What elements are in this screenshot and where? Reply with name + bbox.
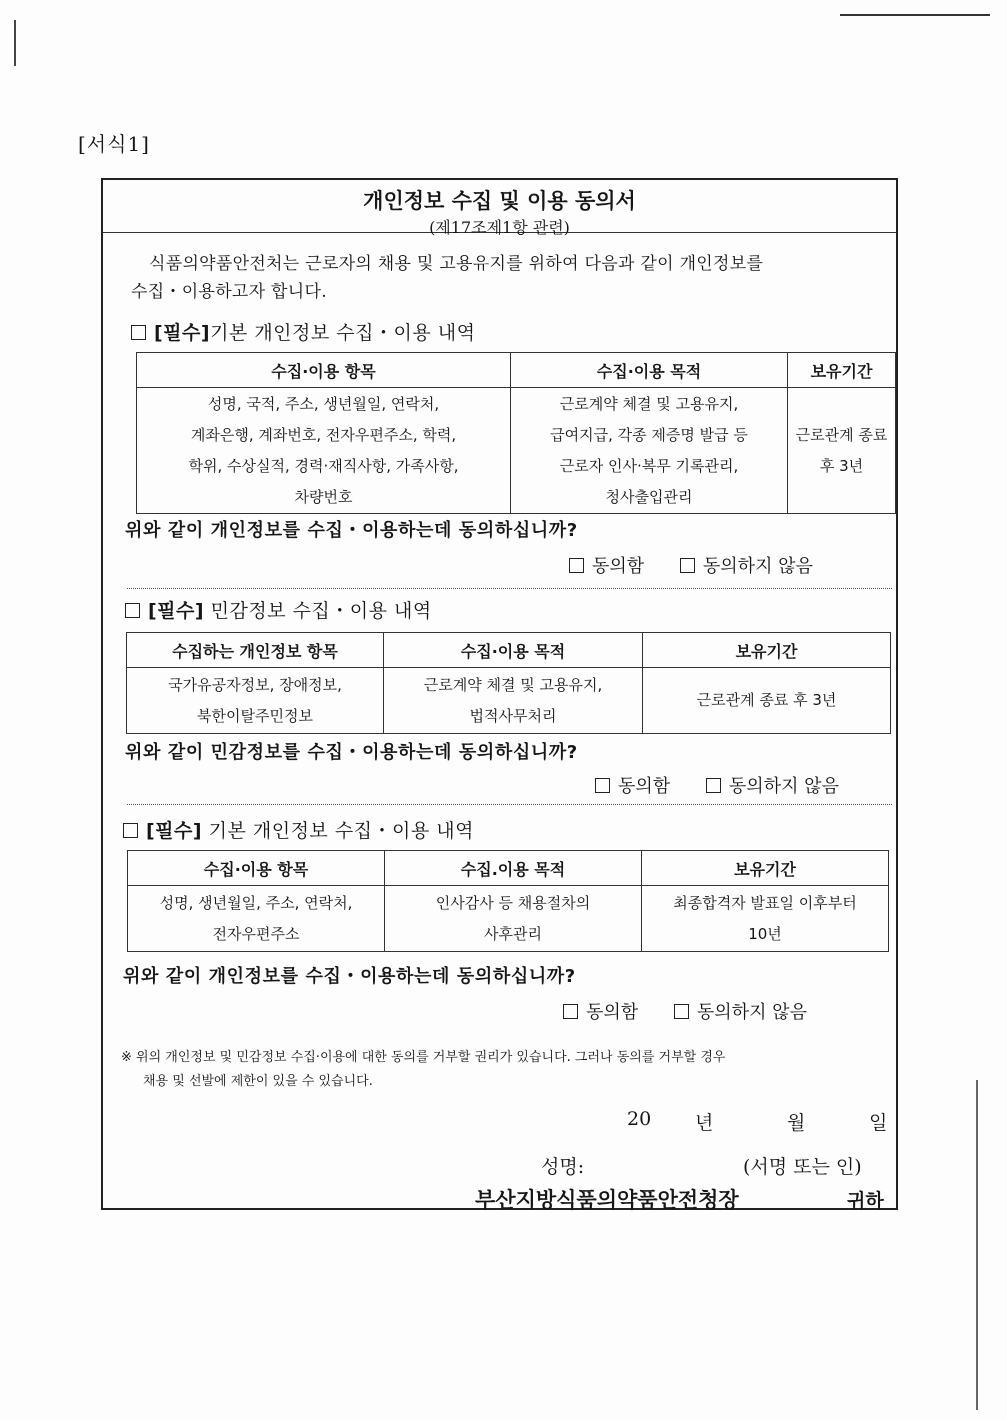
section-2-choices	[595, 772, 839, 798]
addressee-name: 부산지방식품의약품안전청장	[475, 1188, 739, 1212]
section-1-choices	[569, 552, 813, 578]
purpose-cell	[511, 388, 788, 514]
signature-hint: (서명 또는 인)	[743, 1156, 862, 1178]
section-3-checkbox[interactable]	[123, 823, 138, 838]
section-3-title: 기본 개인정보 수집・이용 내역	[208, 820, 474, 842]
form-label: [서식1]	[78, 132, 150, 156]
consent-form	[101, 178, 898, 1210]
document-subtitle: (제17조제1항 관련)	[429, 218, 570, 237]
disagree-checkbox[interactable]	[680, 558, 695, 573]
items-cell	[127, 668, 384, 734]
period-line: 후 3년	[819, 456, 864, 475]
section-1-title: 기본 개인정보 수집・이용 내역	[210, 322, 476, 344]
section-1-tag: [필수]	[154, 322, 211, 344]
period-cell	[643, 668, 891, 734]
table-header: 수집·이용 목적	[384, 633, 643, 668]
divider	[127, 804, 892, 805]
purpose-line: 청사출입관리	[605, 487, 693, 506]
agree-option[interactable]: 동의함	[595, 776, 670, 797]
items-line: 성명, 생년월일, 주소, 연락처,	[159, 893, 353, 912]
items-line: 차량번호	[294, 487, 353, 506]
section-2-heading	[125, 596, 432, 623]
section-2-title: 민감정보 수집・이용 내역	[210, 600, 432, 622]
table-header: 보유기간	[643, 633, 891, 668]
period-line: 근로관계 종료	[795, 425, 888, 444]
table-header: 수집·이용 항목	[137, 353, 511, 388]
items-cell	[128, 886, 385, 952]
section-3-table	[127, 850, 889, 952]
date-prefix: 20	[627, 1108, 652, 1130]
items-cell	[137, 388, 511, 514]
items-line: 북한이탈주민정보	[197, 706, 313, 725]
section-1-table	[136, 352, 896, 514]
agree-checkbox[interactable]	[595, 778, 610, 793]
purpose-cell	[385, 886, 642, 952]
items-line: 학위, 수상실적, 경력·재직사항, 가족사항,	[188, 456, 459, 475]
table-header: 수집·이용 항목	[128, 851, 385, 886]
date-month-label: 월	[787, 1112, 806, 1134]
section-1-checkbox[interactable]	[131, 325, 146, 340]
table-header: 수집·이용 목적	[511, 353, 788, 388]
date-year-label: 년	[695, 1112, 714, 1134]
title-block	[103, 180, 896, 237]
purpose-line: 인사감사 등 채용절차의	[435, 893, 591, 912]
purpose-line: 사후관리	[484, 924, 542, 943]
disagree-checkbox[interactable]	[674, 1004, 689, 1019]
agree-checkbox[interactable]	[563, 1004, 578, 1019]
divider	[127, 588, 892, 589]
purpose-line: 근로자 인사·복무 기록관리,	[559, 456, 739, 475]
period-cell	[642, 886, 889, 952]
section-3-tag: [필수]	[146, 820, 203, 842]
section-3-heading	[123, 816, 474, 843]
section-1-question: 위와 같이 개인정보를 수집・이용하는데 동의하십니까?	[125, 520, 578, 541]
purpose-line: 법적사무처리	[469, 706, 557, 725]
intro-paragraph	[131, 250, 901, 306]
period-line: 10년	[748, 924, 782, 943]
signature-label: 성명:	[541, 1156, 585, 1178]
disagree-checkbox[interactable]	[706, 778, 721, 793]
scan-artifact-top	[840, 14, 990, 16]
scan-artifact-right	[976, 1080, 978, 1410]
section-2-question: 위와 같이 민감정보를 수집・이용하는데 동의하십니까?	[125, 742, 578, 763]
intro-line-2: 수집・이용하고자 합니다.	[131, 282, 327, 302]
table-header: 보유기간	[788, 353, 896, 388]
section-2-checkbox[interactable]	[125, 603, 140, 618]
items-line: 국가유공자정보, 장애정보,	[168, 675, 342, 694]
table-header: 보유기간	[642, 851, 889, 886]
purpose-cell	[384, 668, 643, 734]
items-line: 성명, 국적, 주소, 생년월일, 연락처,	[207, 394, 440, 413]
notice-line-1: ※ 위의 개인정보 및 민감정보 수집·이용에 대한 동의를 거부할 권리가 있습니다. 그러나 동의를 거부할 경우	[121, 1050, 726, 1065]
agree-checkbox[interactable]	[569, 558, 584, 573]
section-2-tag: [필수]	[148, 600, 205, 622]
document-title: 개인정보 수집 및 이용 동의서	[363, 189, 636, 213]
refusal-notice	[121, 1046, 891, 1094]
table-header: 수집하는 개인정보 항목	[127, 633, 384, 668]
section-3-choices	[563, 998, 807, 1024]
disagree-option[interactable]: 동의하지 않음	[674, 1002, 807, 1023]
purpose-line: 급여지급, 각종 제증명 발급 등	[550, 425, 748, 444]
section-2-table	[126, 632, 891, 734]
items-line: 전자우편주소	[212, 924, 300, 943]
table-header: 수집.이용 목적	[385, 851, 642, 886]
section-3-question: 위와 같이 개인정보를 수집・이용하는데 동의하십니까?	[123, 966, 576, 987]
purpose-line: 근로계약 체결 및 고용유지,	[559, 394, 739, 413]
disagree-option[interactable]: 동의하지 않음	[680, 556, 813, 577]
agree-option[interactable]: 동의함	[563, 1002, 638, 1023]
items-line: 계좌은행, 계좌번호, 전자우편주소, 학력,	[190, 425, 457, 444]
disagree-option[interactable]: 동의하지 않음	[706, 776, 839, 797]
date-day-label: 일	[869, 1112, 888, 1134]
purpose-line: 근로계약 체결 및 고용유지,	[423, 675, 603, 694]
period-line: 최종합격자 발표일 이후부터	[673, 893, 857, 912]
scan-artifact-left	[14, 20, 16, 66]
agree-option[interactable]: 동의함	[569, 556, 644, 577]
notice-line-2: 채용 및 선발에 제한이 있을 수 있습니다.	[143, 1074, 373, 1089]
period-cell	[788, 388, 896, 514]
intro-line-1: 식품의약품안전처는 근로자의 채용 및 고용유지를 위하여 다음과 같이 개인정보를	[149, 254, 764, 274]
section-1-heading	[131, 318, 475, 345]
addressee-suffix: 귀하	[847, 1190, 884, 1212]
period-line: 근로관계 종료 후 3년	[696, 691, 837, 709]
